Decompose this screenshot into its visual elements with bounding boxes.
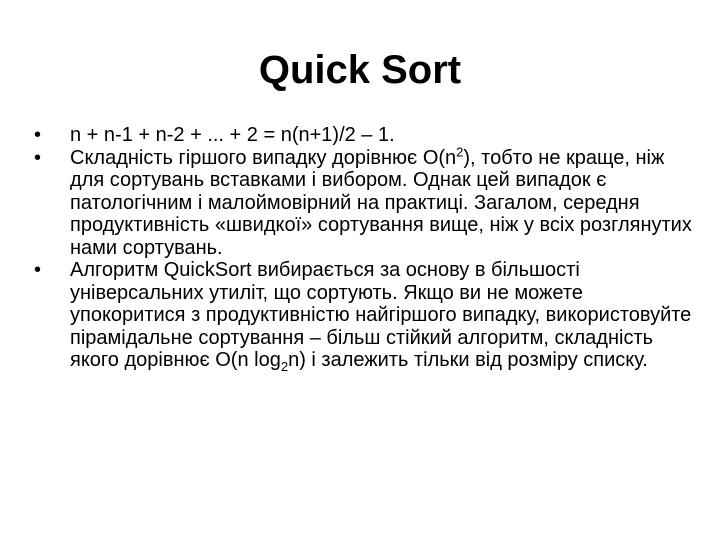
subscript: 2 [280, 359, 289, 374]
bullet-marker: • [34, 259, 42, 281]
bullet-text: Алгоритм QuickSort вибирається за основу в більшості універсальних утиліт, що сортують. Якщо ви не можете упокоритися з продуктивністю найгіршого випадку, використовуйте пірамідальне сортування – більш стійкий алгоритм, складність якого дорівнює O(n $\log_2n$) і залежить тільки від розміру списку. [70, 259, 692, 374]
bullet-text: n + n-1 + n-2 + ... + 2 = n(n+1)/2 – 1. [70, 124, 395, 146]
bullet-list [34, 124, 694, 372]
bullet-marker: • [34, 124, 42, 146]
slide-title: Quick Sort [258, 48, 462, 92]
bullet-item-2 [34, 143, 694, 260]
bullet-item-1 [34, 124, 694, 147]
superscript: 2 [456, 143, 464, 159]
bullet-text: Складність гіршого випадку дорівнює $O(n^2)$, тобто не краще, ніж для сортувань вставками і вибором. Однак цей випадок є патологічним і малоймовірний на практиці. Загалом, середня продуктивність «швидкої» сортування вище, ніж у всіх розглянутих нами сортувань. [70, 143, 692, 259]
bullet-item-3 [34, 259, 694, 372]
bullet-marker: • [34, 146, 42, 169]
